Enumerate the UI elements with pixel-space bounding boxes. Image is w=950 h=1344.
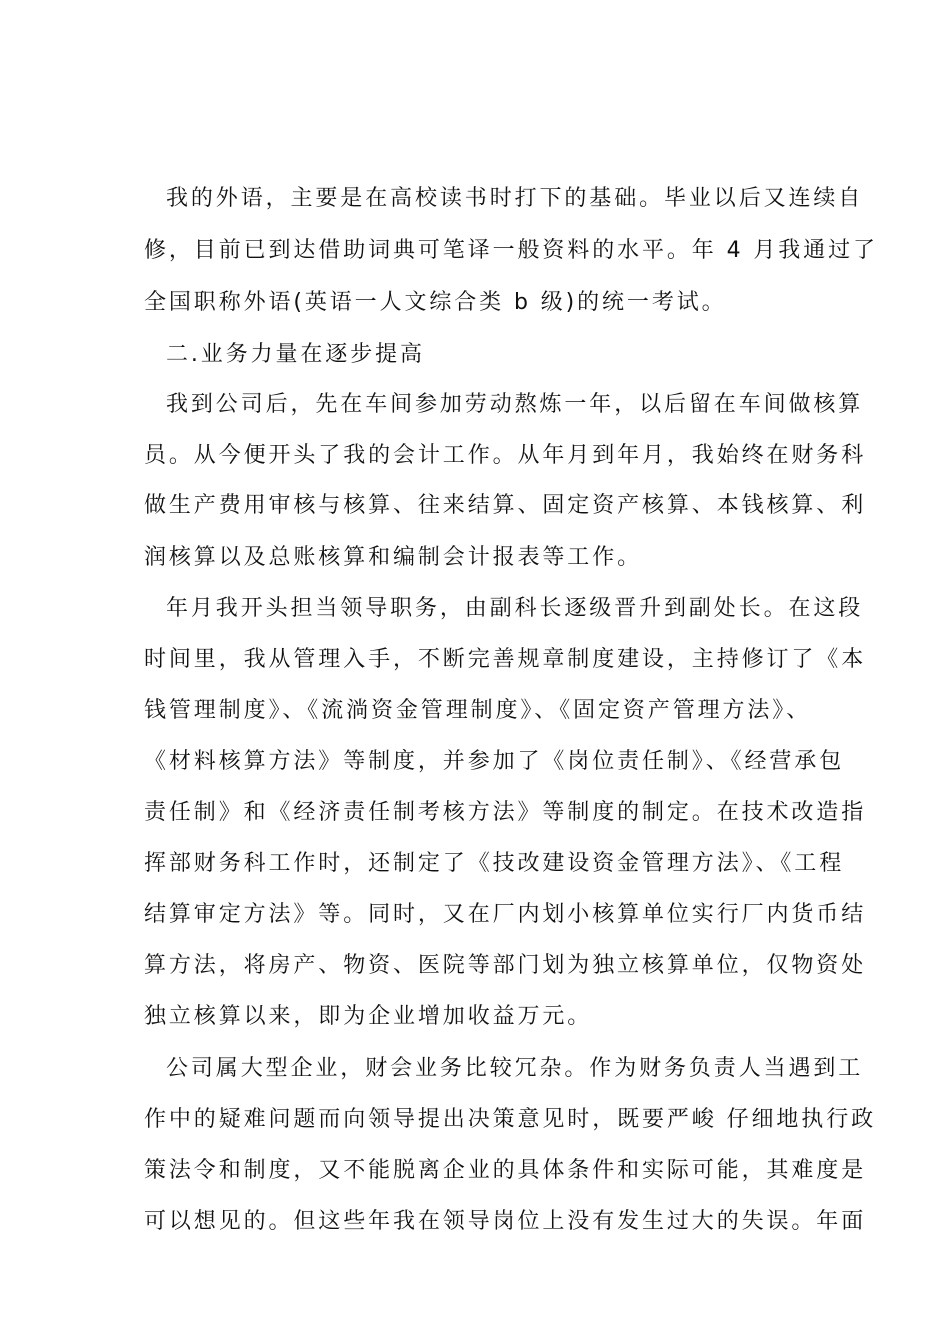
paragraph-4-line-3: 策法令和制度，又不能脱离企业的具体条件和实际可能，其难度是 [144, 1158, 867, 1183]
paragraph-2-line-4: 润核算以及总账核算和编制会计报表等工作。 [144, 545, 643, 570]
paragraph-1-line-3: 全国职称外语(英语一人文综合类 b 级)的统一考试。 [144, 290, 727, 315]
paragraph-3-line-5: 责任制》和《经济责任制考核方法》等制度的制定。在技术改造指 [144, 800, 867, 825]
paragraph-3-line-8: 算方法，将房产、物资、医院等部门划为独立核算单位，仅物资处 [144, 953, 867, 978]
paragraph-3-line-2: 时间里，我从管理入手，不断完善规章制度建设，主持修订了《本 [144, 647, 867, 672]
paragraph-2-line-3: 做生产费用审核与核算、往来结算、固定资产核算、本钱核算、利 [144, 493, 867, 518]
paragraph-2-line-2: 员。从今便开头了我的会计工作。从年月到年月，我始终在财务科 [144, 443, 867, 468]
paragraph-4-line-2: 作中的疑难问题而向领导提出决策意见时，既要严峻 仔细地执行政 [144, 1107, 876, 1132]
paragraph-3-line-9: 独立核算以来，即为企业增加收益万元。 [144, 1004, 593, 1029]
paragraph-3-line-6: 挥部财务科工作时，还制定了《技改建设资金管理方法》、《工程 [144, 851, 845, 876]
paragraph-3-line-3: 钱管理制度》、《流淌资金管理制度》、《固定资产管理方法》、 [144, 698, 812, 723]
section-heading: 二.业务力量在逐步提高 [166, 342, 425, 367]
paragraph-2-line-1: 我到公司后，先在车间参加劳动熬炼一年，以后留在车间做核算 [166, 392, 864, 417]
paragraph-1-line-1: 我的外语，主要是在高校读书时打下的基础。毕业以后又连续自 [166, 186, 864, 211]
paragraph-3-line-4: 《材料核算方法》等制度，并参加了《岗位责任制》、《经营承包 [144, 749, 845, 774]
paragraph-4-line-4: 可以想见的。但这些年我在领导岗位上没有发生过大的失误。年面 [144, 1209, 867, 1234]
paragraph-3-line-1: 年月我开头担当领导职务，由副科长逐级晋升到副处长。在这段 [166, 596, 864, 621]
paragraph-4-line-1: 公司属大型企业，财会业务比较冗杂。作为财务负责人当遇到工 [166, 1056, 864, 1081]
paragraph-3-line-7: 结算审定方法》等。同时，又在厂内划小核算单位实行厂内货币结 [144, 902, 867, 927]
paragraph-1-line-2: 修，目前已到达借助词典可笔译一般资料的水平。年 4 月我通过了 [144, 238, 878, 263]
